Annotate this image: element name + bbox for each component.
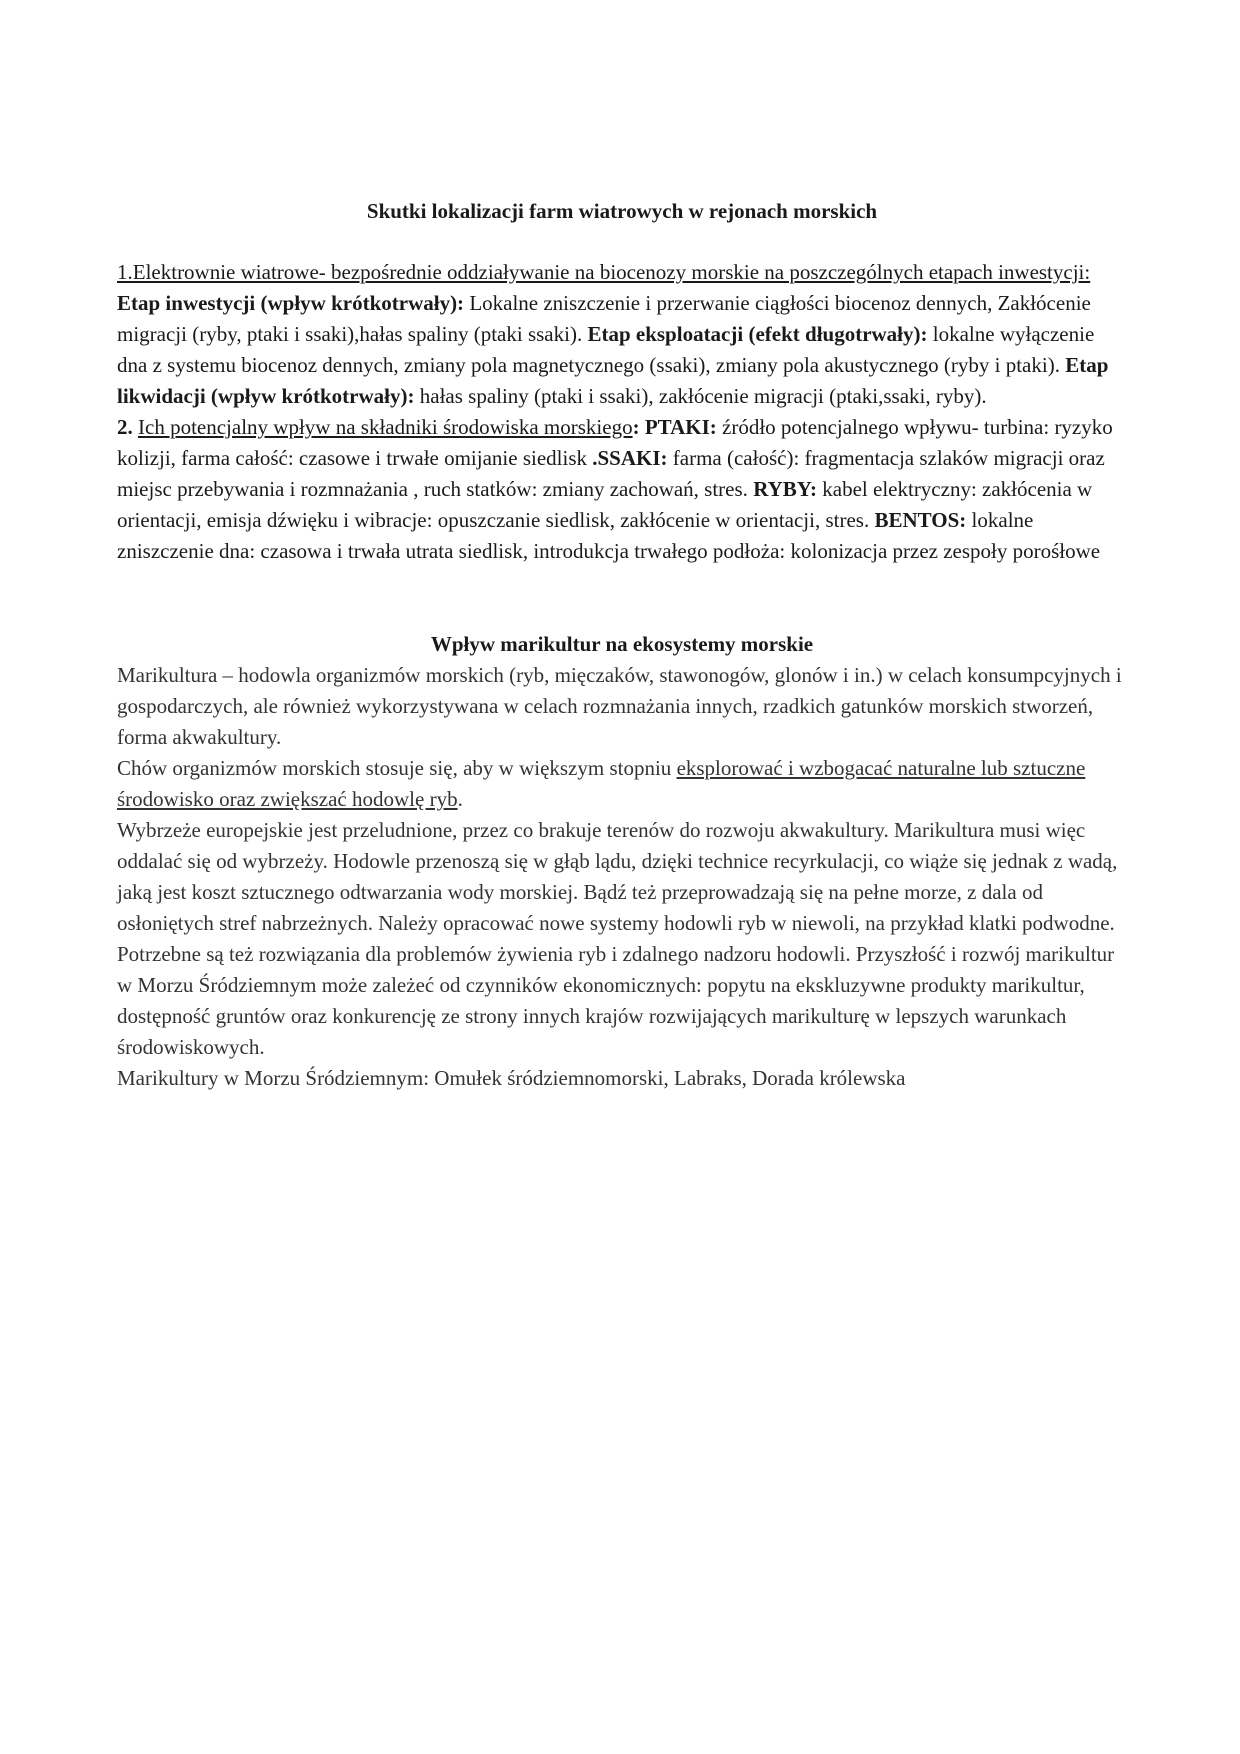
- document-body: [117, 196, 1127, 1094]
- paragraph1-heading: 1.Elektrownie wiatrowe- bezpośrednie oddziaływanie na biocenozy morskie na poszczególnych etapach inwestycji:: [117, 260, 1091, 284]
- paragraph-end: .: [457, 787, 463, 811]
- section2-paragraph-3: Wybrzeże europejskie jest przeludnione, przez co brakuje terenów do rozwoju akwakultury. Marikultura musi więc oddalać się od wybrzeży. Hodowle przenoszą się w głąb lądu, dzięki technice recyrkulacji, co wiąże się jednak z wadą, jaką jest koszt sztucznego odtwarzania wody morskiej. Bądź też przeprowadzają się na pełne morze, z dala od osłoniętych stref nabrzeżnych. Należy opracować nowe systemy hodowli ryb w niewoli, na przykład klatki podwodne. Potrzebne są też rozwiązania dla problemów żywienia ryb i zdalnego nadzoru hodowli. Przyszłość i rozwój marikultur w Morzu Śródziemnym może zależeć od czynników ekonomicznych: popytu na ekskluzywne produkty marikultur, dostępność gruntów oraz konkurencję ze strony innych krajów rozwijających marikulturę w lepszych warunkach środowiskowych.: [117, 818, 1118, 1059]
- ssaki-label: .SSAKI:: [592, 446, 668, 470]
- ssaki-text: farma (całość): fragmentacja szlaków migracji oraz miejsc przebywania i rozmnażania , ruch statków: zmiany zachowań, stres.: [117, 446, 1105, 501]
- ptaki-text: źródło potencjalnego wpływu- turbina: ryzyko kolizji, farma całość: czasowe i trwałe omijanie siedlisk: [117, 415, 1113, 470]
- section1-paragraph-1: [117, 257, 1127, 412]
- etap-likwidacji-text: hałas spaliny (ptaki i ssaki), zakłócenie migracji (ptaki,ssaki, ryby).: [419, 384, 987, 408]
- section2-paragraph-2: [117, 753, 1127, 815]
- paragraph-start: Chów organizmów morskich stosuje się, aby w większym stopniu: [117, 756, 672, 780]
- etap-inwestycji-label: Etap inwestycji (wpływ krótkotrwały):: [117, 291, 465, 315]
- bentos-label: BENTOS:: [874, 508, 967, 532]
- etap-likwidacji-label: Etap likwidacji (wpływ krótkotrwały):: [117, 353, 1109, 408]
- section-spacer: [117, 567, 1127, 629]
- etap-inwestycji-text: Lokalne zniszczenie i przerwanie ciągłości biocenoz dennych, Zakłócenie migracji (ryby, ptaki i ssaki),hałas spaliny (ptaki ssaki).: [117, 291, 1091, 346]
- ryby-text: kabel elektryczny: zakłócenia w orientacji, emisja dźwięku i wibracje: opuszczanie siedlisk, zakłócenie w orientacji, stres.: [117, 477, 1093, 532]
- paragraph2-colon: :: [632, 415, 640, 439]
- ryby-label: RYBY:: [753, 477, 818, 501]
- paragraph2-heading: Ich potencjalny wpływ na składniki środowiska morskiego: [138, 415, 633, 439]
- section1-title: Skutki lokalizacji farm wiatrowych w rejonach morskich: [366, 199, 878, 223]
- etap-eksploatacji-text: lokalne wyłączenie dna z systemu biocenoz dennych, zmiany pola magnetycznego (ssaki), zmiany pola akustycznego (ryby i ptaki).: [117, 322, 1095, 377]
- ptaki-label: PTAKI:: [644, 415, 717, 439]
- paragraph-underlined: eksplorować i wzbogacać naturalne lub sztuczne środowisko oraz zwiększać hodowlę ryb: [117, 756, 1086, 811]
- bentos-text: lokalne zniszczenie dna: czasowa i trwała utrata siedlisk, introdukcja trwałego podłoża: kolonizacja przez zespoły porośłowe: [117, 508, 1101, 563]
- etap-eksploatacji-label: Etap eksploatacji (efekt długotrwały):: [587, 322, 928, 346]
- paragraph2-number: 2.: [117, 415, 133, 439]
- section2-paragraph-1: Marikultura – hodowla organizmów morskich (ryb, mięczaków, stawonogów, glonów i in.) w celach konsumpcyjnych i gospodarczych, ale również wykorzystywana w celach rozmnażania innych, rzadkich gatunków morskich stworzeń, forma akwakultury.: [117, 663, 1122, 749]
- section2-paragraph-4: Marikultury w Morzu Śródziemnym: Omułek śródziemnomorski, Labraks, Dorada królewska: [117, 1066, 906, 1090]
- section2-title: Wpływ marikultur na ekosystemy morskie: [430, 632, 814, 656]
- section1-paragraph-2: [117, 412, 1127, 567]
